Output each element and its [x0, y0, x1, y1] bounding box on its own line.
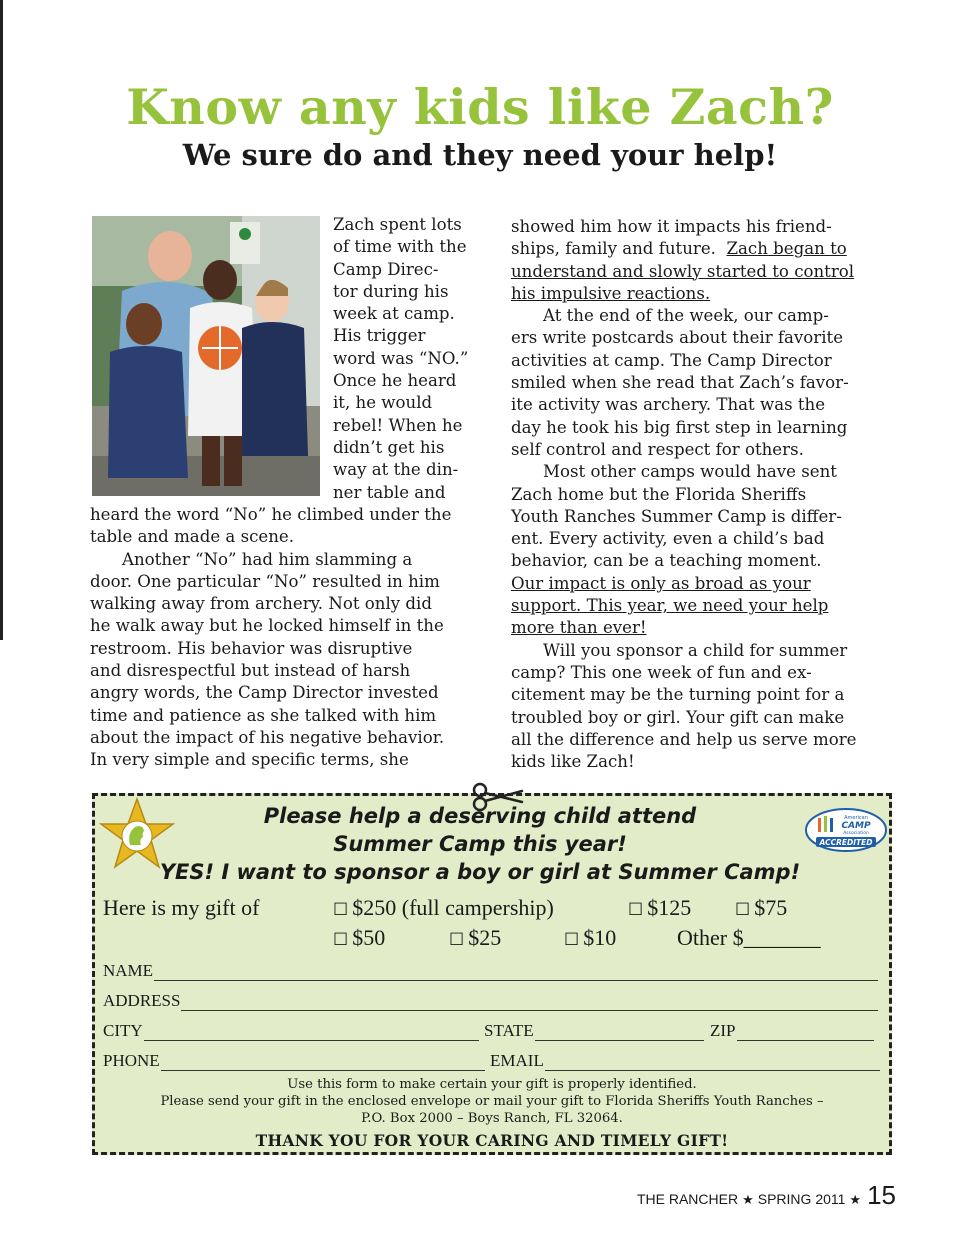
article-line: walking away from archery. Not only did: [90, 594, 432, 614]
article-line: angry words, the Camp Director invested: [90, 683, 439, 703]
article-line: day he took his big first step in learning: [511, 417, 848, 437]
article-underlined: his impulsive reactions.: [511, 283, 711, 303]
star-icon: ★: [849, 1192, 862, 1207]
article-left-column: [90, 504, 490, 772]
checkbox-icon[interactable]: ☐: [449, 930, 465, 950]
gift-option-250[interactable]: [333, 895, 554, 921]
article-right-column: [511, 216, 901, 773]
article-line: rebel! When he: [333, 415, 463, 435]
article-line: door. One particular “No” resulted in him: [90, 571, 440, 591]
address-label: ADDRESS: [103, 991, 181, 1010]
name-field[interactable]: [103, 961, 878, 981]
email-label: EMAIL: [490, 1051, 544, 1070]
article-line: ite activity was archery. That was the: [511, 395, 826, 415]
article-line: didn’t get his: [333, 437, 445, 457]
article-line: Camp Direc-: [333, 259, 439, 279]
coupon-note-2: Please send your gift in the enclosed envelope or mail your gift to Florida Sheriffs Youth Ranches –: [160, 1094, 824, 1109]
article-line: he walk away but he locked himself in the: [90, 616, 444, 636]
phone-line[interactable]: [161, 1055, 485, 1071]
article-line: ers write postcards about their favorite: [511, 328, 844, 348]
checkbox-icon[interactable]: ☐: [735, 900, 751, 920]
state-line[interactable]: [535, 1025, 704, 1041]
badge-top-text: American: [844, 815, 868, 821]
coupon-heading-1: Please help a deserving child attend: [263, 804, 697, 828]
article-line: of time with the: [333, 237, 467, 257]
article-line: and disrespectful but instead of harsh: [90, 661, 411, 681]
zip-field[interactable]: [710, 1021, 874, 1041]
checkbox-icon[interactable]: ☐: [333, 900, 349, 920]
camp-photo: [92, 216, 320, 496]
checkbox-icon[interactable]: ☐: [333, 930, 349, 950]
email-field[interactable]: [490, 1051, 880, 1071]
article-line: [511, 238, 901, 260]
state-field[interactable]: [484, 1021, 704, 1041]
city-label: CITY: [103, 1021, 143, 1040]
coupon-note-1: Use this form to make certain your gift is properly identified.: [287, 1077, 697, 1092]
phone-label: PHONE: [103, 1051, 160, 1070]
article-underlined: Our impact is only as broad as your: [511, 573, 811, 593]
article-line: tor during his: [333, 281, 449, 301]
article-line: activities at camp. The Camp Director: [511, 350, 832, 370]
subheadline: We sure do and they need your help!: [182, 138, 778, 172]
article-line: citement may be the turning point for a: [511, 685, 845, 705]
article-line: In very simple and specific terms, she: [90, 750, 409, 770]
article-line: Zach spent lots: [333, 215, 462, 234]
article-line: self control and respect for others.: [511, 439, 804, 459]
article-line: time and patience as she talked with him: [90, 705, 437, 725]
article-line: heard the word “No” he climbed under the: [90, 505, 452, 524]
headline: Know any kids like Zach?: [126, 78, 834, 136]
article-line: table and made a scene.: [90, 527, 294, 547]
checkbox-icon[interactable]: ☐: [564, 930, 580, 950]
article-line: showed him how it impacts his friend-: [511, 217, 832, 236]
city-line[interactable]: [144, 1025, 479, 1041]
article-line: His trigger: [333, 326, 426, 346]
gift-option-label: $50: [352, 925, 386, 950]
article-line: troubled boy or girl. Your gift can make: [511, 707, 845, 727]
article-underlined: more than ever!: [511, 618, 647, 638]
gift-option-50[interactable]: [333, 925, 385, 951]
coupon-note-3: P.O. Box 2000 – Boys Ranch, FL 32064.: [361, 1111, 623, 1126]
article-line: Most other camps would have sent: [543, 462, 837, 482]
article-line: Once he heard: [333, 371, 457, 391]
phone-field[interactable]: [103, 1051, 485, 1071]
article-line: Youth Ranches Summer Camp is differ-: [511, 506, 842, 526]
article-line: it, he would: [333, 393, 433, 413]
article-line: all the difference and help us serve more: [511, 729, 857, 749]
article-underlined: Zach began to: [726, 239, 847, 259]
star-icon: ★: [742, 1192, 754, 1207]
article-line: behavior, can be a teaching moment.: [511, 551, 822, 571]
checkbox-icon[interactable]: ☐: [628, 900, 644, 920]
city-field[interactable]: [103, 1021, 479, 1041]
article-underlined: support. This year, we need your help: [511, 596, 829, 616]
address-field[interactable]: [103, 991, 878, 1011]
article-line: Zach home but the Florida Sheriffs: [511, 484, 807, 504]
article-line: smiled when she read that Zach’s favor-: [511, 373, 849, 393]
page-footer: [637, 1180, 896, 1211]
article-line: Another “No” had him slamming a: [122, 549, 413, 569]
email-line[interactable]: [545, 1055, 880, 1071]
coupon-heading-3: YES! I want to sponsor a boy or girl at Summer Camp!: [159, 860, 801, 884]
gift-option-75[interactable]: [735, 895, 787, 921]
article-line: ent. Every activity, even a child’s bad: [511, 529, 825, 549]
gift-option-label: $75: [754, 895, 788, 920]
gift-option-125[interactable]: [628, 895, 691, 921]
article-line: week at camp.: [333, 304, 455, 324]
gift-option-25[interactable]: [449, 925, 501, 951]
gift-option-label: $250 (full campership): [352, 895, 554, 920]
article-line: ner table and: [333, 482, 446, 502]
page-number: 15: [867, 1180, 896, 1210]
article-line: word was “NO.”: [333, 348, 469, 368]
gift-option-label: $25: [468, 925, 502, 950]
coupon-thanks: THANK YOU FOR YOUR CARING AND TIMELY GIFT!: [255, 1131, 729, 1150]
article-line: At the end of the week, our camp-: [543, 306, 829, 326]
article-underlined: understand and slowly started to control: [511, 261, 855, 281]
gift-option-label: $125: [647, 895, 692, 920]
badge-camp-text: CAMP: [841, 821, 871, 831]
zip-line[interactable]: [737, 1025, 875, 1041]
address-line[interactable]: [181, 995, 878, 1011]
article-segment: ships, family and future.: [511, 239, 716, 259]
footer-publication: THE RANCHER: [636, 1191, 739, 1207]
badge-assoc-text: Association: [843, 831, 869, 836]
gift-option-other[interactable]: Other $_______: [677, 925, 821, 950]
article-line: about the impact of his negative behavior.: [90, 727, 445, 747]
footer-issue: SPRING 2011: [757, 1191, 846, 1207]
article-wrap-column: [333, 214, 488, 504]
state-label: STATE: [484, 1021, 534, 1040]
article-line: kids like Zach!: [511, 752, 635, 772]
gift-option-10[interactable]: [564, 925, 616, 951]
article-line: Will you sponsor a child for summer: [543, 640, 848, 660]
zip-label: ZIP: [710, 1021, 736, 1040]
gift-option-label: $10: [583, 925, 617, 950]
badge-accredited-text: ACCREDITED: [819, 838, 873, 847]
name-line[interactable]: [154, 965, 878, 981]
name-label: NAME: [103, 961, 154, 980]
coupon-heading-2: Summer Camp this year!: [333, 832, 627, 856]
article-line: camp? This one week of fun and ex-: [511, 662, 812, 682]
article-line: way at the din-: [333, 460, 459, 480]
gift-label: Here is my gift of: [103, 895, 260, 920]
article-line: restroom. His behavior was disruptive: [90, 638, 413, 658]
